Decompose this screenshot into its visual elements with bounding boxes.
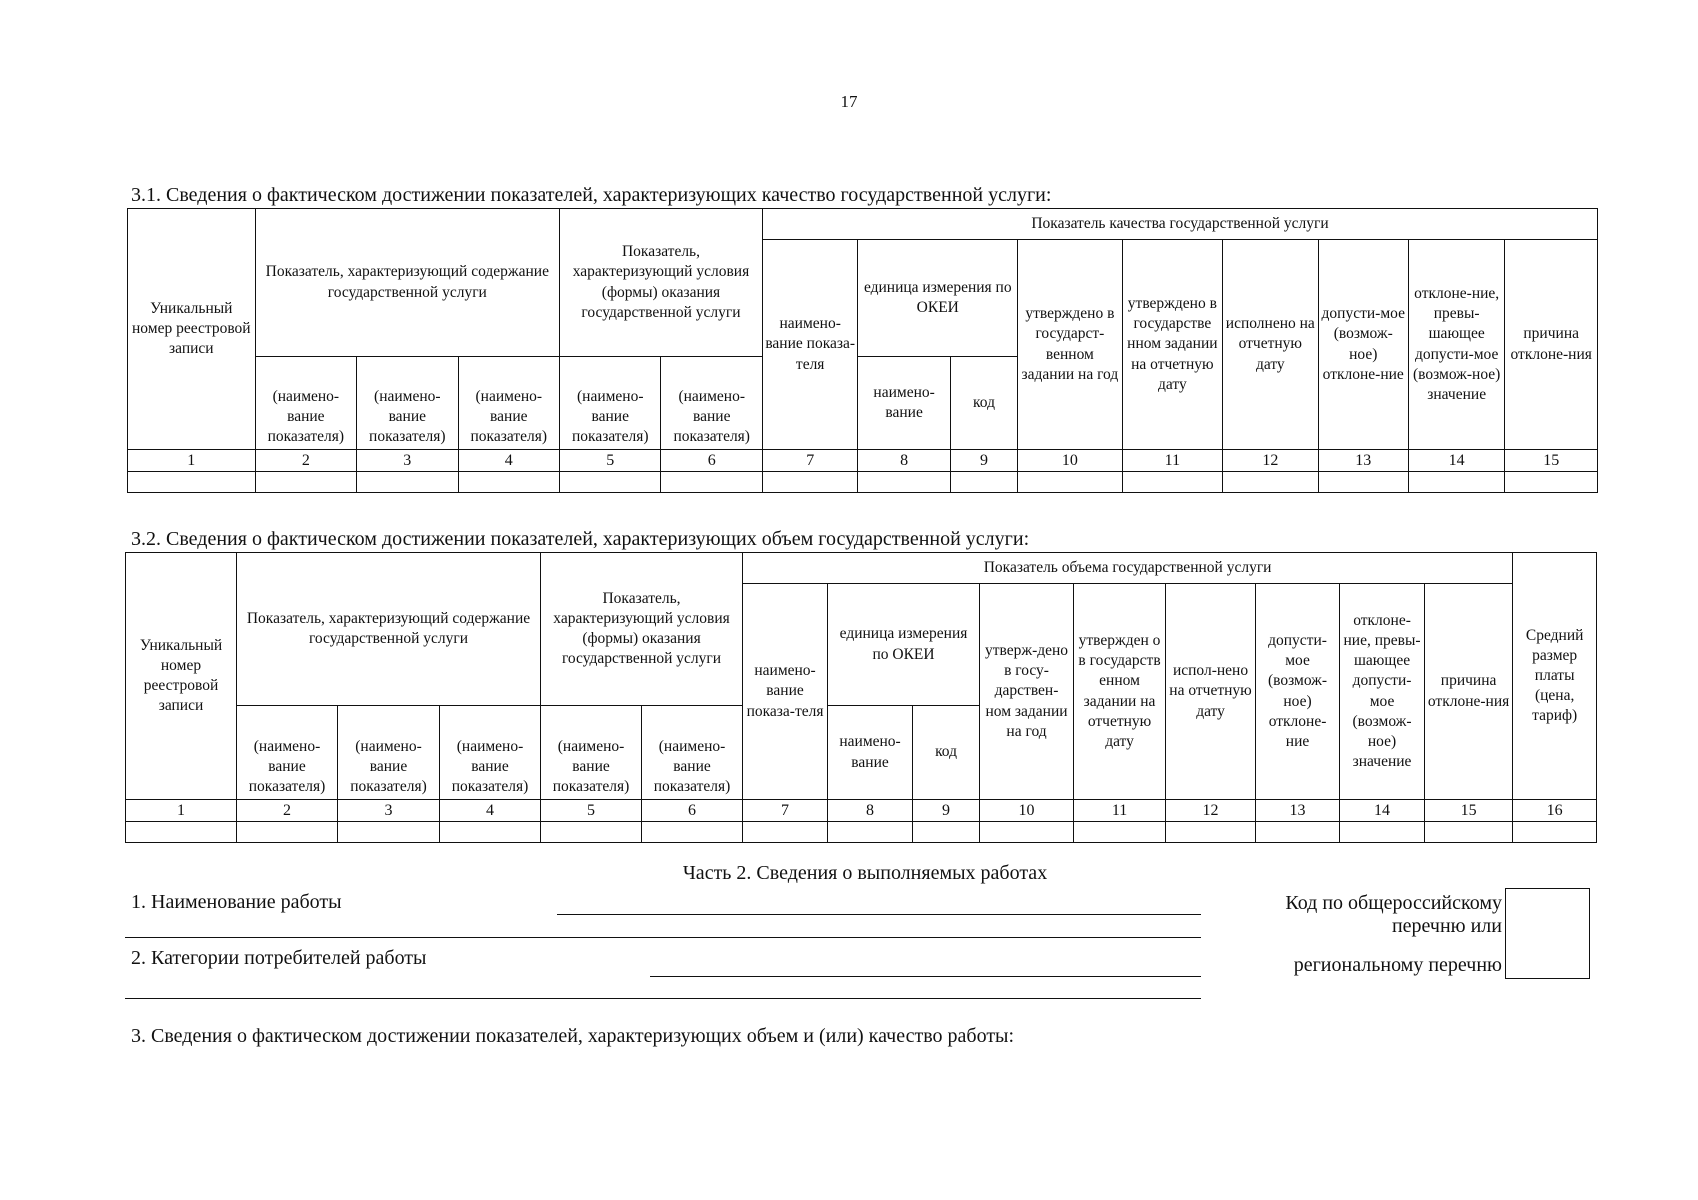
column-number: 5 bbox=[541, 800, 642, 822]
deviation-exceeding-header: отклоне-ние, превы-шающее допусти-мое (возмож-ное) значение bbox=[1408, 240, 1504, 450]
column-number: 9 bbox=[950, 450, 1017, 472]
table-cell[interactable] bbox=[560, 472, 661, 493]
table-cell[interactable] bbox=[1318, 472, 1408, 493]
consumers-label: 2. Категории потребителей работы bbox=[131, 947, 427, 969]
column-number: 11 bbox=[1074, 800, 1166, 822]
column-number: 13 bbox=[1318, 450, 1408, 472]
column-number: 15 bbox=[1425, 800, 1513, 822]
consumers-field[interactable] bbox=[650, 976, 1201, 977]
section-3-1-title: 3.1. Сведения о фактическом достижении показателей, характеризующих качество государственной услуги: bbox=[131, 184, 1052, 206]
table-cell[interactable] bbox=[1018, 472, 1122, 493]
column-number: 2 bbox=[255, 450, 356, 472]
column-number: 10 bbox=[980, 800, 1074, 822]
table-cell[interactable] bbox=[858, 472, 950, 493]
table-cell[interactable] bbox=[642, 822, 743, 843]
allowed-deviation-header: допусти-мое (возмож-ное) отклоне-ние bbox=[1318, 240, 1408, 450]
table-cell[interactable] bbox=[950, 472, 1017, 493]
okei-name-header: наимено-вание bbox=[858, 357, 950, 450]
column-number: 8 bbox=[858, 450, 950, 472]
column-number: 9 bbox=[913, 800, 980, 822]
column-number: 10 bbox=[1018, 450, 1122, 472]
indicator-name-header: наимено-вание показа-теля bbox=[762, 240, 857, 450]
code-label-line-2: перечню или bbox=[1391, 915, 1502, 937]
work-name-field-line-2[interactable] bbox=[125, 937, 1201, 938]
approved-date-header: утверждено в государстве нном задании на отчетную дату bbox=[1122, 240, 1222, 450]
indicator-name-subheader: (наимено-вание показателя) bbox=[255, 357, 356, 450]
indicator-name-subheader: (наимено-вание показателя) bbox=[560, 357, 661, 450]
executed-header: испол-нено на отчетную дату bbox=[1166, 584, 1256, 800]
column-number: 12 bbox=[1166, 800, 1256, 822]
approved-date-header: утвержден о в государств енном задании на отчетную дату bbox=[1074, 584, 1166, 800]
table-cell[interactable] bbox=[1505, 472, 1598, 493]
indicator-name-subheader: (наимено-вание показателя) bbox=[661, 357, 762, 450]
page-number: 17 bbox=[840, 92, 858, 111]
registry-code-box[interactable] bbox=[1505, 888, 1590, 979]
table-cell[interactable] bbox=[237, 822, 338, 843]
okei-unit-header: единица измерения по ОКЕИ bbox=[858, 240, 1018, 357]
table-cell[interactable] bbox=[357, 472, 458, 493]
column-number: 7 bbox=[743, 800, 828, 822]
column-number: 15 bbox=[1505, 450, 1598, 472]
consumers-field-line-2[interactable] bbox=[125, 998, 1201, 999]
deviation-reason-header: причина отклоне-ния bbox=[1425, 584, 1513, 800]
table-row bbox=[126, 822, 1597, 843]
approved-year-header: утверж-дено в госу-дарствен-ном задании на год bbox=[980, 584, 1074, 800]
table-cell[interactable] bbox=[980, 822, 1074, 843]
table-cell[interactable] bbox=[440, 822, 541, 843]
table-cell[interactable] bbox=[1425, 822, 1513, 843]
indicator-name-subheader: (наимено-вание показателя) bbox=[237, 706, 338, 800]
table-cell[interactable] bbox=[458, 472, 559, 493]
column-number: 8 bbox=[828, 800, 913, 822]
conditions-indicator-header: Показатель, характеризующий условия (формы) оказания государственной услуги bbox=[560, 209, 763, 357]
column-number: 1 bbox=[128, 450, 256, 472]
okei-code-header: код bbox=[913, 706, 980, 800]
indicator-name-subheader: (наимено-вание показателя) bbox=[338, 706, 440, 800]
section-3-title: 3. Сведения о фактическом достижении показателей, характеризующих объем и (или) качество работы: bbox=[131, 1025, 1015, 1047]
table-cell[interactable] bbox=[541, 822, 642, 843]
unique-record-number-header: Уникальный номер реестровой записи bbox=[128, 209, 256, 450]
column-number: 3 bbox=[338, 800, 440, 822]
indicator-name-subheader: (наимено-вание показателя) bbox=[440, 706, 541, 800]
column-number: 16 bbox=[1513, 800, 1597, 822]
table-cell[interactable] bbox=[1340, 822, 1425, 843]
table-cell[interactable] bbox=[1122, 472, 1222, 493]
column-number: 4 bbox=[440, 800, 541, 822]
column-number: 5 bbox=[560, 450, 661, 472]
code-label-line-1: Код по общероссийскому bbox=[1285, 892, 1502, 914]
avg-fee-header: Средний размер платы (цена, тариф) bbox=[1513, 553, 1597, 800]
table-cell[interactable] bbox=[1074, 822, 1166, 843]
quality-indicators-table bbox=[127, 208, 1598, 493]
table-cell[interactable] bbox=[1513, 822, 1597, 843]
volume-indicators-table bbox=[125, 552, 1597, 843]
volume-indicator-header: Показатель объема государственной услуги bbox=[743, 553, 1513, 584]
table-cell[interactable] bbox=[128, 472, 256, 493]
column-number: 1 bbox=[126, 800, 237, 822]
deviation-exceeding-header: отклоне-ние, превы-шающее допусти-мое (возмож-ное) значение bbox=[1340, 584, 1425, 800]
part-2-title: Часть 2. Сведения о выполняемых работах bbox=[682, 862, 1048, 884]
content-indicator-header: Показатель, характеризующий содержание государственной услуги bbox=[237, 553, 541, 706]
table-cell[interactable] bbox=[1223, 472, 1318, 493]
okei-code-header: код bbox=[950, 357, 1017, 450]
okei-name-header: наимено-вание bbox=[828, 706, 913, 800]
column-number: 4 bbox=[458, 450, 559, 472]
section-3-2-title: 3.2. Сведения о фактическом достижении показателей, характеризующих объем государственной услуги: bbox=[131, 528, 1030, 550]
indicator-name-subheader: (наимено-вание показателя) bbox=[458, 357, 559, 450]
table-row bbox=[128, 472, 1598, 493]
table-cell[interactable] bbox=[762, 472, 857, 493]
quality-indicator-header: Показатель качества государственной услуги bbox=[762, 209, 1597, 240]
column-number: 14 bbox=[1408, 450, 1504, 472]
column-number: 12 bbox=[1223, 450, 1318, 472]
okei-unit-header: единица измерения по ОКЕИ bbox=[828, 584, 980, 706]
table-cell[interactable] bbox=[913, 822, 980, 843]
column-number: 7 bbox=[762, 450, 857, 472]
column-number: 2 bbox=[237, 800, 338, 822]
table-cell[interactable] bbox=[828, 822, 913, 843]
indicator-name-subheader: (наимено-вание показателя) bbox=[642, 706, 743, 800]
table-cell[interactable] bbox=[1166, 822, 1256, 843]
table-cell[interactable] bbox=[338, 822, 440, 843]
table-cell[interactable] bbox=[1408, 472, 1504, 493]
deviation-reason-header: причина отклоне-ния bbox=[1505, 240, 1598, 450]
work-name-field[interactable] bbox=[557, 914, 1201, 915]
column-number: 6 bbox=[642, 800, 743, 822]
column-number: 11 bbox=[1122, 450, 1222, 472]
column-number: 14 bbox=[1340, 800, 1425, 822]
approved-year-header: утверждено в государст-венном задании на год bbox=[1018, 240, 1122, 450]
conditions-indicator-header: Показатель, характеризующий условия (формы) оказания государственной услуги bbox=[541, 553, 743, 706]
table-cell[interactable] bbox=[1256, 822, 1340, 843]
unique-record-number-header: Уникальный номер реестровой записи bbox=[126, 553, 237, 800]
indicator-name-subheader: (наимено-вание показателя) bbox=[541, 706, 642, 800]
column-number: 6 bbox=[661, 450, 762, 472]
work-name-label: 1. Наименование работы bbox=[131, 891, 342, 913]
code-label-line-3: региональному перечню bbox=[1293, 954, 1502, 976]
content-indicator-header: Показатель, характеризующий содержание государственной услуги bbox=[255, 209, 559, 357]
table-cell[interactable] bbox=[255, 472, 356, 493]
column-number: 13 bbox=[1256, 800, 1340, 822]
table-cell[interactable] bbox=[743, 822, 828, 843]
indicator-name-subheader: (наимено-вание показателя) bbox=[357, 357, 458, 450]
column-number: 3 bbox=[357, 450, 458, 472]
executed-header: исполнено на отчетную дату bbox=[1223, 240, 1318, 450]
indicator-name-header: наимено-вание показа-теля bbox=[743, 584, 828, 800]
table-cell[interactable] bbox=[661, 472, 762, 493]
table-cell[interactable] bbox=[126, 822, 237, 843]
allowed-deviation-header: допусти-мое (возмож-ное) отклоне-ние bbox=[1256, 584, 1340, 800]
